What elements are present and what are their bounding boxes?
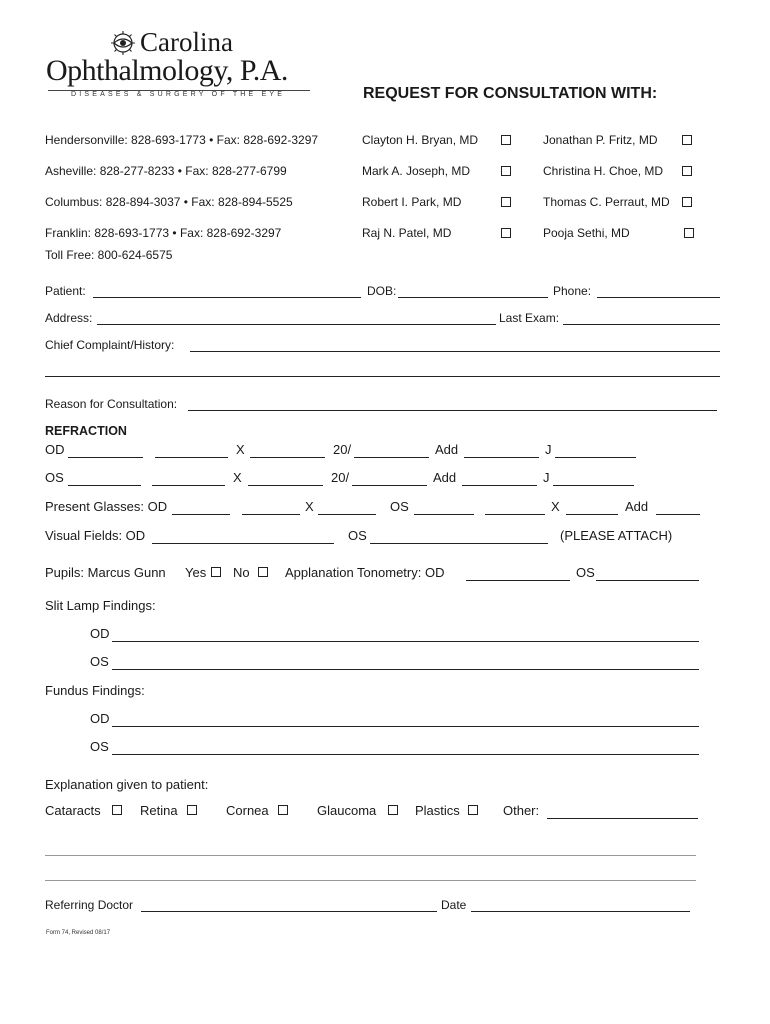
applanation-label: Applanation Tonometry: OD [285,565,445,580]
refraction-os-cylinder[interactable] [152,485,225,486]
patient-label: Patient: [45,284,86,298]
doctor-choe-checkbox[interactable] [682,166,692,176]
slit-lamp-label: Slit Lamp Findings: [45,598,156,613]
logo-tagline: DISEASES & SURGERY OF THE EYE [71,91,286,98]
notes-line-1[interactable] [45,855,696,856]
logo-line2: Ophthalmology, P.A. [46,54,288,87]
refraction-os-axis[interactable] [248,485,323,486]
doctor-joseph: Mark A. Joseph, MD [362,164,471,178]
office-hendersonville: Hendersonville: 828-693-1773 • Fax: 828-692-3297 [45,133,319,147]
present-glasses-os-axis[interactable] [566,514,618,515]
refraction-od-add-label: Add [435,442,459,457]
explanation-plastics-checkbox[interactable] [468,805,478,815]
pupils-yes-checkbox[interactable] [211,567,221,577]
dob-field[interactable] [398,297,548,298]
visual-fields-od-field[interactable] [152,543,334,544]
doctor-park: Robert I. Park, MD [362,195,462,209]
slit-lamp-os-field[interactable] [112,669,699,670]
office-franklin: Franklin: 828-693-1773 • Fax: 828-692-3297 [45,226,282,240]
fundus-os-field[interactable] [112,754,699,755]
visual-fields-label: Visual Fields: OD [45,528,146,543]
doctor-park-checkbox[interactable] [501,197,511,207]
present-glasses-x-label: X [305,499,314,514]
office-asheville: Asheville: 828-277-8233 • Fax: 828-277-6799 [45,164,287,178]
reason-label: Reason for Consultation: [45,397,178,411]
present-glasses-os-cylinder[interactable] [485,514,545,515]
fundus-label: Fundus Findings: [45,683,145,698]
explanation-plastics: Plastics [415,803,460,818]
pupils-no-label: No [233,565,250,580]
refraction-od-j[interactable] [555,457,636,458]
refraction-os-sphere[interactable] [68,485,141,486]
doctor-fritz-checkbox[interactable] [682,135,692,145]
address-label: Address: [45,311,93,325]
present-glasses-add-field[interactable] [656,514,700,515]
doctor-perraut-checkbox[interactable] [682,197,692,207]
refraction-od-axis[interactable] [250,457,325,458]
present-glasses-od-sphere[interactable] [172,514,230,515]
present-glasses-os-sphere[interactable] [414,514,474,515]
logo-line1: Carolina [140,27,233,57]
pupils-label: Pupils: Marcus Gunn [45,565,166,580]
refraction-os-acuity-label: 20/ [331,470,350,485]
refraction-od-add[interactable] [464,457,539,458]
last-exam-field[interactable] [563,324,720,325]
doctor-patel: Raj N. Patel, MD [362,226,452,240]
refraction-os-j[interactable] [553,485,634,486]
chief-complaint-label: Chief Complaint/History: [45,338,175,352]
patient-field[interactable] [93,297,361,298]
doctor-fritz: Jonathan P. Fritz, MD [543,133,658,147]
present-glasses-od-cylinder[interactable] [242,514,300,515]
explanation-glaucoma-checkbox[interactable] [388,805,398,815]
form-revision: Form 74, Revised 08/17 [46,930,111,936]
phone-field[interactable] [597,297,720,298]
reason-field[interactable] [188,410,717,411]
doctor-bryan: Clayton H. Bryan, MD [362,133,479,147]
explanation-other-field[interactable] [547,818,698,819]
refraction-od-acuity-label: 20/ [333,442,352,457]
doctor-perraut: Thomas C. Perraut, MD [543,195,670,209]
refraction-od-cylinder[interactable] [155,457,228,458]
phone-label: Phone: [553,284,592,298]
fundus-od-field[interactable] [112,726,699,727]
applanation-os-label: OS [576,565,595,580]
applanation-od-field[interactable] [466,580,570,581]
explanation-retina-checkbox[interactable] [187,805,197,815]
visual-fields-os-field[interactable] [370,543,548,544]
doctor-joseph-checkbox[interactable] [501,166,511,176]
refraction-os-label: OS [45,470,64,485]
explanation-cornea: Cornea [226,803,269,818]
present-glasses-os-x-label: X [551,499,560,514]
visual-fields-note: (PLEASE ATTACH) [560,528,673,543]
doctor-choe: Christina H. Choe, MD [543,164,664,178]
chief-complaint-field[interactable] [190,351,720,352]
refraction-os-add-label: Add [433,470,457,485]
visual-fields-os-label: OS [348,528,367,543]
doctor-sethi: Pooja Sethi, MD [543,226,630,240]
explanation-cataracts-checkbox[interactable] [112,805,122,815]
pupils-no-checkbox[interactable] [258,567,268,577]
refraction-od-x: X [236,442,245,457]
explanation-label: Explanation given to patient: [45,777,209,792]
date-field[interactable] [471,911,690,912]
refraction-os-x: X [233,470,242,485]
present-glasses-od-axis[interactable] [318,514,376,515]
present-glasses-os-label: OS [390,499,409,514]
slit-lamp-os-label: OS [90,654,109,669]
pupils-yes-label: Yes [185,565,207,580]
date-label: Date [441,898,467,912]
explanation-cataracts: Cataracts [45,803,101,818]
refraction-od-label: OD [45,442,65,457]
refraction-od-acuity[interactable] [354,457,429,458]
address-field[interactable] [97,324,496,325]
refraction-od-j-label: J [545,442,552,457]
explanation-glaucoma: Glaucoma [317,803,377,818]
form-title: REQUEST FOR CONSULTATION WITH: [363,85,658,102]
office-columbus: Columbus: 828-894-3037 • Fax: 828-894-5525 [45,195,293,209]
referring-doctor-field[interactable] [141,911,437,912]
doctor-patel-checkbox[interactable] [501,228,511,238]
refraction-os-j-label: J [543,470,550,485]
refraction-od-sphere[interactable] [68,457,143,458]
office-toll-free: Toll Free: 800-624-6575 [45,248,173,262]
fundus-os-label: OS [90,739,109,754]
explanation-cornea-checkbox[interactable] [278,805,288,815]
chief-complaint-field-2[interactable] [45,376,720,377]
doctor-bryan-checkbox[interactable] [501,135,511,145]
fundus-od-label: OD [90,711,110,726]
doctor-sethi-checkbox[interactable] [684,228,694,238]
eye-emblem-icon [110,30,136,56]
applanation-os-field[interactable] [596,580,699,581]
notes-line-2[interactable] [45,880,696,881]
explanation-other-label: Other: [503,803,540,818]
referring-doctor-label: Referring Doctor [45,898,134,912]
dob-label: DOB: [367,284,397,298]
refraction-os-acuity[interactable] [352,485,427,486]
slit-lamp-od-field[interactable] [112,641,699,642]
last-exam-label: Last Exam: [499,311,560,325]
refraction-heading: REFRACTION [45,424,127,438]
explanation-retina: Retina [140,803,178,818]
refraction-os-add[interactable] [462,485,537,486]
present-glasses-add-label: Add [625,499,649,514]
present-glasses-label: Present Glasses: OD [45,499,168,514]
slit-lamp-od-label: OD [90,626,110,641]
